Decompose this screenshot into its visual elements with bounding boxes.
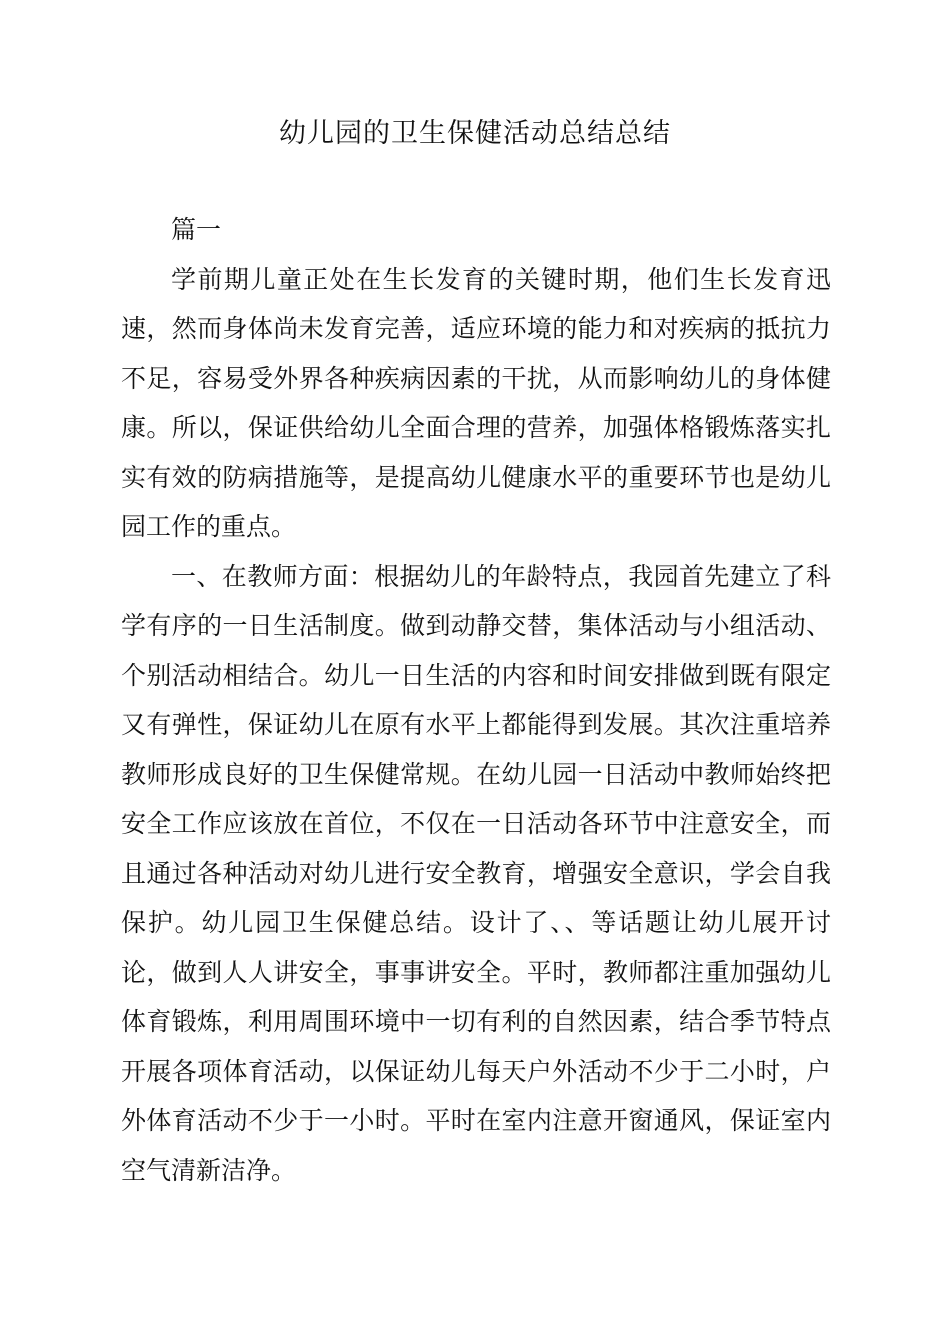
section-label: 篇一 <box>171 215 222 244</box>
paragraph-teachers: 一、在教师方面：根据幼儿的年龄特点，我园首先建立了科学有序的一日生活制度。做到动静交替，集体活动与小组活动、个别活动相结合。幼儿一日生活的内容和时间安排做到既有限定又有弹性，保证幼儿在原有水平上都能得到发展。其次注重培养教师形成良好的卫生保健常规。在幼儿园一日活动中教师始终把安全工作应该放在首位，不仅在一日活动各环节中注意安全，而且通过各种活动对幼儿进行安全教育，增强安全意识，学会自我保护。幼儿园卫生保健总结。设计了、、等话题让幼儿展开讨论，做到人人讲安全，事事讲安全。平时，教师都注重加强幼儿体育锻炼，利用周围环境中一切有利的自然因素，结合季节特点开展各项体育活动，以保证幼儿每天户外活动不少于二小时，户外体育活动不少于一小时。平时在室内注意开窗通风，保证室内空气清新洁净。 <box>121 561 831 1185</box>
paragraph-intro: 学前期儿童正处在生长发育的关键时期，他们生长发育迅速，然而身体尚未发育完善，适应环境的能力和对疾病的抵抗力不足，容易受外界各种疾病因素的干扰，从而影响幼儿的身体健康。所以，保证供给幼儿全面合理的营养，加强体格锻炼落实扎实有效的防病措施等，是提高幼儿健康水平的重要环节也是幼儿园工作的重点。 <box>121 264 831 541</box>
document-body <box>121 205 831 1195</box>
document-title: 幼儿园的卫生保健活动总结总结 <box>279 118 671 149</box>
